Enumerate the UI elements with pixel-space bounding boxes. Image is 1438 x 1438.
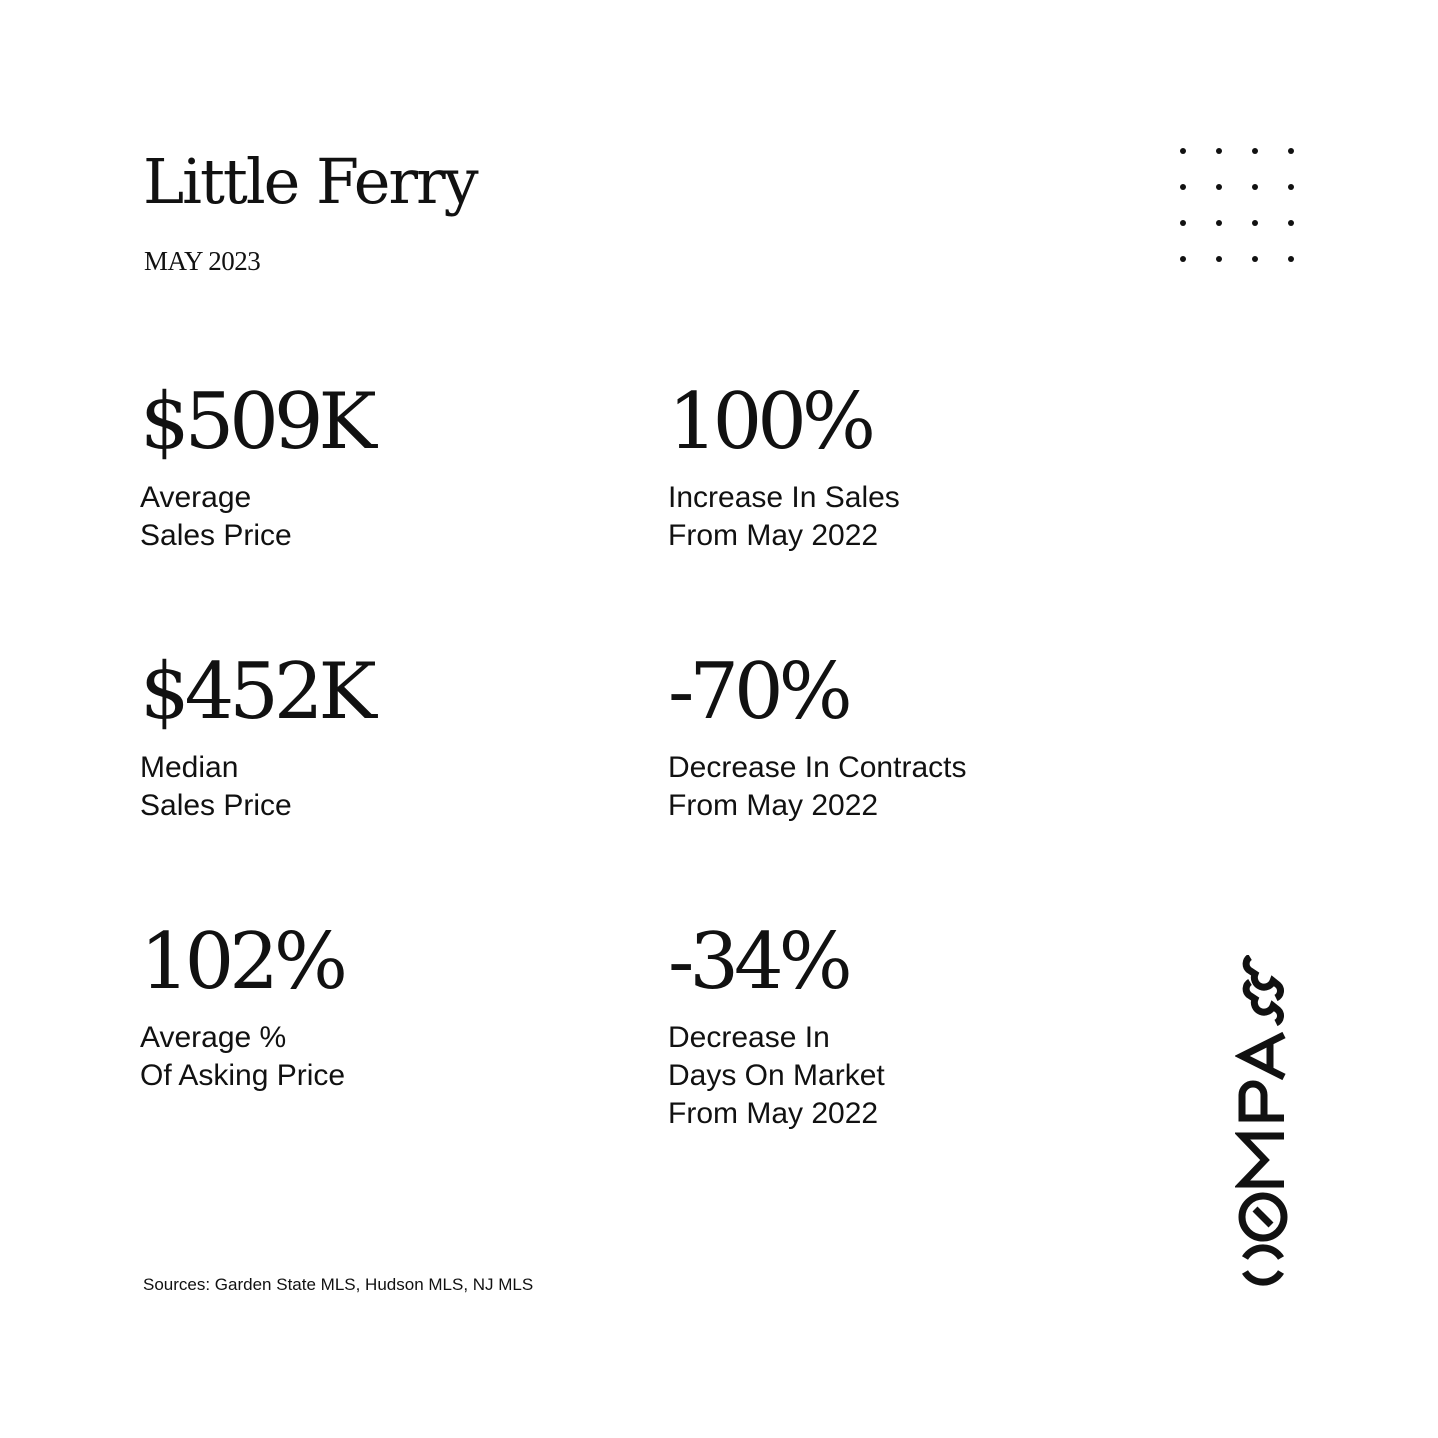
stat-value: $452K (140, 647, 372, 737)
stat-label: Increase In Sales From May 2022 (668, 481, 900, 552)
stat-average-sales-price (140, 377, 610, 555)
stat-label: Decrease In Days On Market From May 2022 (668, 1021, 885, 1130)
sources-note: Sources: Garden State MLS, Hudson MLS, NJ MLS (143, 1275, 534, 1294)
report-date: MAY 2023 (144, 246, 261, 276)
stat-value: $509K (140, 377, 372, 467)
stat-label: Average % Of Asking Price (140, 1021, 346, 1092)
stat-sales-increase (668, 377, 1138, 555)
stat-label: Decrease In Contracts From May 2022 (668, 751, 967, 822)
stat-value: -34% (668, 917, 848, 1007)
dot-grid-decoration (1176, 144, 1300, 268)
compass-logo (1235, 955, 1295, 1295)
stat-days-on-market-decrease (668, 917, 1138, 1133)
stat-median-sales-price (140, 647, 610, 825)
stat-label: Average Sales Price (140, 481, 292, 552)
page-title: Little Ferry (143, 145, 477, 218)
stat-percent-of-asking (140, 917, 610, 1095)
stat-value: -70% (668, 647, 848, 737)
stat-label: Median Sales Price (140, 751, 292, 822)
stat-value: 100% (668, 377, 871, 467)
stat-contracts-decrease (668, 647, 1138, 825)
stat-value: 102% (140, 917, 343, 1007)
